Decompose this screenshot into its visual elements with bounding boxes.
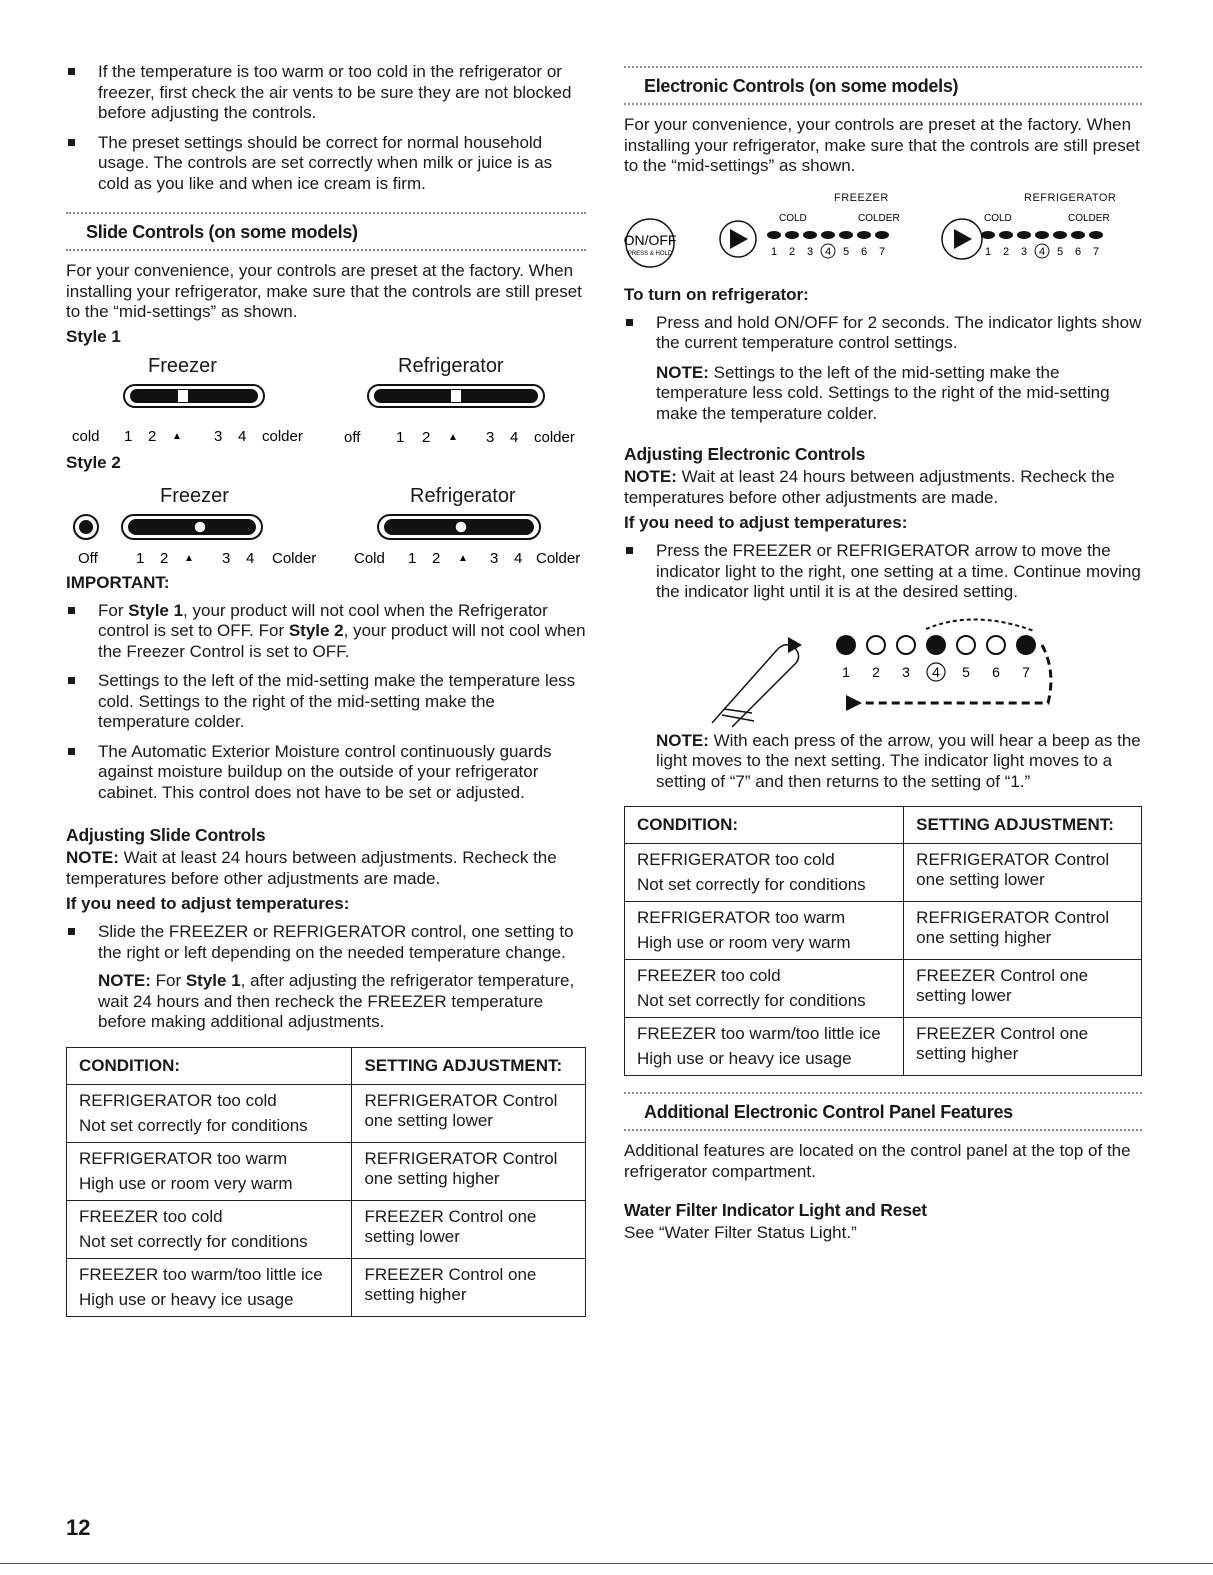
svg-text:6: 6 xyxy=(860,245,868,258)
svg-text:5: 5 xyxy=(842,245,850,258)
return-arrow-icon xyxy=(846,695,862,711)
scale-label: colder xyxy=(262,427,303,445)
table-header-row xyxy=(67,1047,586,1084)
setting-cell: REFRIGERATOR Control one setting lower xyxy=(352,1084,586,1142)
water-filter-heading: Water Filter Indicator Light and Reset xyxy=(624,1200,927,1220)
scale-label: 4 xyxy=(510,428,519,446)
column-header: SETTING ADJUSTMENT: xyxy=(352,1047,586,1084)
note: NOTE: Wait at least 24 hours between adjustments. Recheck the temperatures before other adjustments are made. xyxy=(624,467,1115,507)
scale-label: Cold xyxy=(354,549,385,567)
page-number: 12 xyxy=(66,1515,91,1540)
condition-cell: FREEZER too warm/too little ice High use or heavy ice usage xyxy=(625,1018,904,1076)
need-adjust-heading: If you need to adjust temperatures: xyxy=(624,513,908,532)
scale-label: 3 xyxy=(486,428,495,446)
svg-text:4: 4 xyxy=(1038,245,1046,258)
need-adjust-heading: If you need to adjust temperatures: xyxy=(66,894,350,913)
press-arrow-illustration xyxy=(624,611,1142,729)
scale-label: 2 xyxy=(160,549,169,567)
svg-text:6: 6 xyxy=(992,663,1000,680)
note: NOTE: Settings to the left of the mid-setting make the temperature less cold. Settings to the right of the mid-setting make the temperature colder. xyxy=(656,362,1110,423)
condition-cell: REFRIGERATOR too warm High use or room very warm xyxy=(625,902,904,960)
svg-text:5: 5 xyxy=(962,663,970,680)
scale-label: 1 xyxy=(136,549,145,567)
svg-text:2: 2 xyxy=(1002,245,1010,258)
scale-label: 1 xyxy=(124,427,133,445)
slide-control-graphic xyxy=(66,377,586,417)
svg-text:7: 7 xyxy=(878,245,886,258)
svg-text:Cold: Cold xyxy=(984,212,1012,224)
scale-label: 4 xyxy=(238,427,247,445)
scale-label: 3 xyxy=(214,427,223,445)
table-row xyxy=(625,902,1142,960)
note: NOTE: Wait at least 24 hours between adjustments. Recheck the temperatures before other adjustments are made. xyxy=(66,848,557,888)
condition-cell: REFRIGERATOR too cold Not set correctly for conditions xyxy=(67,1084,352,1142)
column-header: CONDITION: xyxy=(625,807,904,844)
section-title: Slide Controls (on some models) xyxy=(86,222,358,242)
scale-label: Off xyxy=(78,549,98,567)
setting-cell: FREEZER Control one setting higher xyxy=(352,1258,586,1316)
indicator-lights xyxy=(836,635,1036,655)
svg-text:7: 7 xyxy=(1092,245,1100,258)
additional-features-heading xyxy=(624,1092,1142,1131)
electronic-intro: For your convenience, your controls are preset at the factory. When installing your refrigerator, make sure that the controls are still preset to the “mid-settings” as shown. xyxy=(624,115,1140,175)
column-header: SETTING ADJUSTMENT: xyxy=(904,807,1142,844)
scale-label: Colder xyxy=(272,549,317,567)
scale-label: colder xyxy=(534,428,575,446)
freezer-indicator-lights xyxy=(767,231,889,239)
svg-text:4: 4 xyxy=(932,663,940,680)
freezer-panel-label: Freezer xyxy=(834,191,889,204)
scale-label: ▲ xyxy=(172,430,182,442)
svg-text:4: 4 xyxy=(824,245,832,258)
list-item: For Style 1, your product will not cool when the Refrigerator control is set to OFF. For Style 2, your product will not cool when the Freezer Control is set to OFF. xyxy=(66,601,586,663)
finger-icon xyxy=(712,644,799,726)
column-header: CONDITION: xyxy=(67,1047,352,1084)
table-row xyxy=(625,1018,1142,1076)
list-item: If the temperature is too warm or too cold in the refrigerator or freezer, first check the air vents to be sure they are not blocked before adjusting the controls. xyxy=(66,62,586,124)
note: NOTE: For Style 1, after adjusting the refrigerator temperature, wait 24 hours and then recheck the FREEZER temperature before making additional adjustments. xyxy=(98,971,575,1031)
setting-cell: REFRIGERATOR Control one setting higher xyxy=(904,902,1142,960)
scale-label: 3 xyxy=(222,549,231,567)
right-column xyxy=(624,66,1142,1244)
left-column xyxy=(66,62,586,1317)
section-title: Electronic Controls (on some models) xyxy=(644,76,959,96)
table-row xyxy=(67,1200,586,1258)
important-label: IMPORTANT: xyxy=(66,572,170,592)
list-item: Press and hold ON/OFF for 2 seconds. The indicator lights show the current temperature control settings. xyxy=(624,313,1142,354)
scale-labels xyxy=(66,547,586,569)
list-item: The Automatic Exterior Moisture control continuously guards against moisture buildup on the outside of your refrigerator cabinet. This control does not have to be set or adjusted. xyxy=(66,742,586,804)
freezer-setting-numbers xyxy=(771,246,885,258)
style2-label: Style 2 xyxy=(66,452,121,472)
style2-sliders xyxy=(66,473,586,573)
freezer-title: Freezer xyxy=(160,484,229,507)
list-item: The preset settings should be correct for normal household usage. The controls are set correctly when milk or juice is as cold as you like and when ice cream is firm. xyxy=(66,133,586,195)
turn-on-heading: To turn on refrigerator: xyxy=(624,284,809,304)
refrigerator-indicator-lights xyxy=(981,231,1103,239)
press-hold-label: PRESS & HOLD xyxy=(627,250,673,257)
table-row xyxy=(625,844,1142,902)
setting-cell: REFRIGERATOR Control one setting lower xyxy=(904,844,1142,902)
svg-text:3: 3 xyxy=(806,245,814,258)
scale-label: ▲ xyxy=(448,431,458,443)
list-item: Settings to the left of the mid-setting make the temperature less cold. Settings to the right of the mid-setting make the temperature colder. xyxy=(66,671,586,733)
refrigerator-setting-numbers xyxy=(985,246,1099,258)
slide-intro: For your convenience, your controls are preset at the factory. When installing your refrigerator, make sure that the controls are still preset to the “mid-settings” as shown. xyxy=(66,261,582,321)
setting-cell: FREEZER Control one setting higher xyxy=(904,1018,1142,1076)
refrigerator-title: Refrigerator xyxy=(398,354,504,377)
scale-label: 2 xyxy=(432,549,441,567)
svg-text:5: 5 xyxy=(1056,245,1064,258)
table-row xyxy=(67,1084,586,1142)
svg-text:1: 1 xyxy=(770,245,778,258)
table-row xyxy=(625,960,1142,1018)
slide-controls-heading xyxy=(66,212,586,251)
scale-label: 2 xyxy=(422,428,431,446)
table-row xyxy=(67,1142,586,1200)
scale-label: Colder xyxy=(536,549,581,567)
footer-rule xyxy=(0,1563,1213,1564)
condition-cell: REFRIGERATOR too warm High use or room very warm xyxy=(67,1142,352,1200)
svg-text:Cold: Cold xyxy=(779,212,807,224)
svg-text:Colder: Colder xyxy=(1068,212,1110,224)
scale-label: 1 xyxy=(408,549,417,567)
on-off-label: ON/OFF xyxy=(624,231,677,248)
svg-text:1: 1 xyxy=(842,663,850,680)
slide-control-graphic xyxy=(66,509,586,549)
section-title: Additional Electronic Control Panel Features xyxy=(644,1102,1013,1122)
freezer-title: Freezer xyxy=(148,354,217,377)
scale-label: off xyxy=(344,428,361,446)
table-row xyxy=(67,1258,586,1316)
note: NOTE: With each press of the arrow, you will hear a beep as the light moves to the next setting. The indicator light moves to a setting of “7” and then returns to the setting of “1.” xyxy=(656,730,1141,791)
adjustment-table xyxy=(66,1047,586,1317)
list-item: Slide the FREEZER or REFRIGERATOR control, one setting to the right or left depending on the needed temperature change. xyxy=(66,922,586,963)
svg-text:7: 7 xyxy=(1022,663,1030,680)
setting-cell: REFRIGERATOR Control one setting higher xyxy=(352,1142,586,1200)
condition-cell: REFRIGERATOR too cold Not set correctly for conditions xyxy=(625,844,904,902)
scale-label: 1 xyxy=(396,428,405,446)
setting-cell: FREEZER Control one setting lower xyxy=(904,960,1142,1018)
condition-cell: FREEZER too warm/too little ice High use or heavy ice usage xyxy=(67,1258,352,1316)
scale-labels xyxy=(66,425,586,447)
setting-cell: FREEZER Control one setting lower xyxy=(352,1200,586,1258)
scale-label: 3 xyxy=(490,549,499,567)
adjustment-table xyxy=(624,806,1142,1076)
svg-text:Colder: Colder xyxy=(858,212,900,224)
svg-text:1: 1 xyxy=(984,245,992,258)
table-header-row xyxy=(625,807,1142,844)
scale-label: ▲ xyxy=(184,552,194,564)
water-filter-text: See “Water Filter Status Light.” xyxy=(624,1223,857,1242)
electronic-control-panel xyxy=(624,183,1142,283)
refrigerator-panel-label: Refrigerator xyxy=(1024,191,1117,204)
svg-text:6: 6 xyxy=(1074,245,1082,258)
adjusting-slide-heading: Adjusting Slide Controls xyxy=(66,825,266,845)
svg-text:3: 3 xyxy=(1020,245,1028,258)
scale-label: cold xyxy=(72,427,100,445)
scale-label: ▲ xyxy=(458,552,468,564)
style1-sliders xyxy=(66,347,586,449)
electronic-controls-heading xyxy=(624,66,1142,105)
adjusting-electronic-heading: Adjusting Electronic Controls xyxy=(624,444,866,464)
condition-cell: FREEZER too cold Not set correctly for conditions xyxy=(67,1200,352,1258)
style1-label: Style 1 xyxy=(66,326,121,346)
additional-text: Additional features are located on the control panel at the top of the refrigerator compartment. xyxy=(624,1141,1131,1181)
refrigerator-title: Refrigerator xyxy=(410,484,516,507)
list-item: Press the FREEZER or REFRIGERATOR arrow to move the indicator light to the right, one setting at a time. Continue moving the indicator light until it is at the desired setting. xyxy=(624,541,1142,603)
setting-numbers xyxy=(842,664,1030,680)
scale-label: 4 xyxy=(246,549,255,567)
condition-cell: FREEZER too cold Not set correctly for conditions xyxy=(625,960,904,1018)
svg-text:3: 3 xyxy=(902,663,910,680)
svg-text:2: 2 xyxy=(872,663,880,680)
scale-label: 4 xyxy=(514,549,523,567)
scale-label: 2 xyxy=(148,427,157,445)
svg-text:2: 2 xyxy=(788,245,796,258)
